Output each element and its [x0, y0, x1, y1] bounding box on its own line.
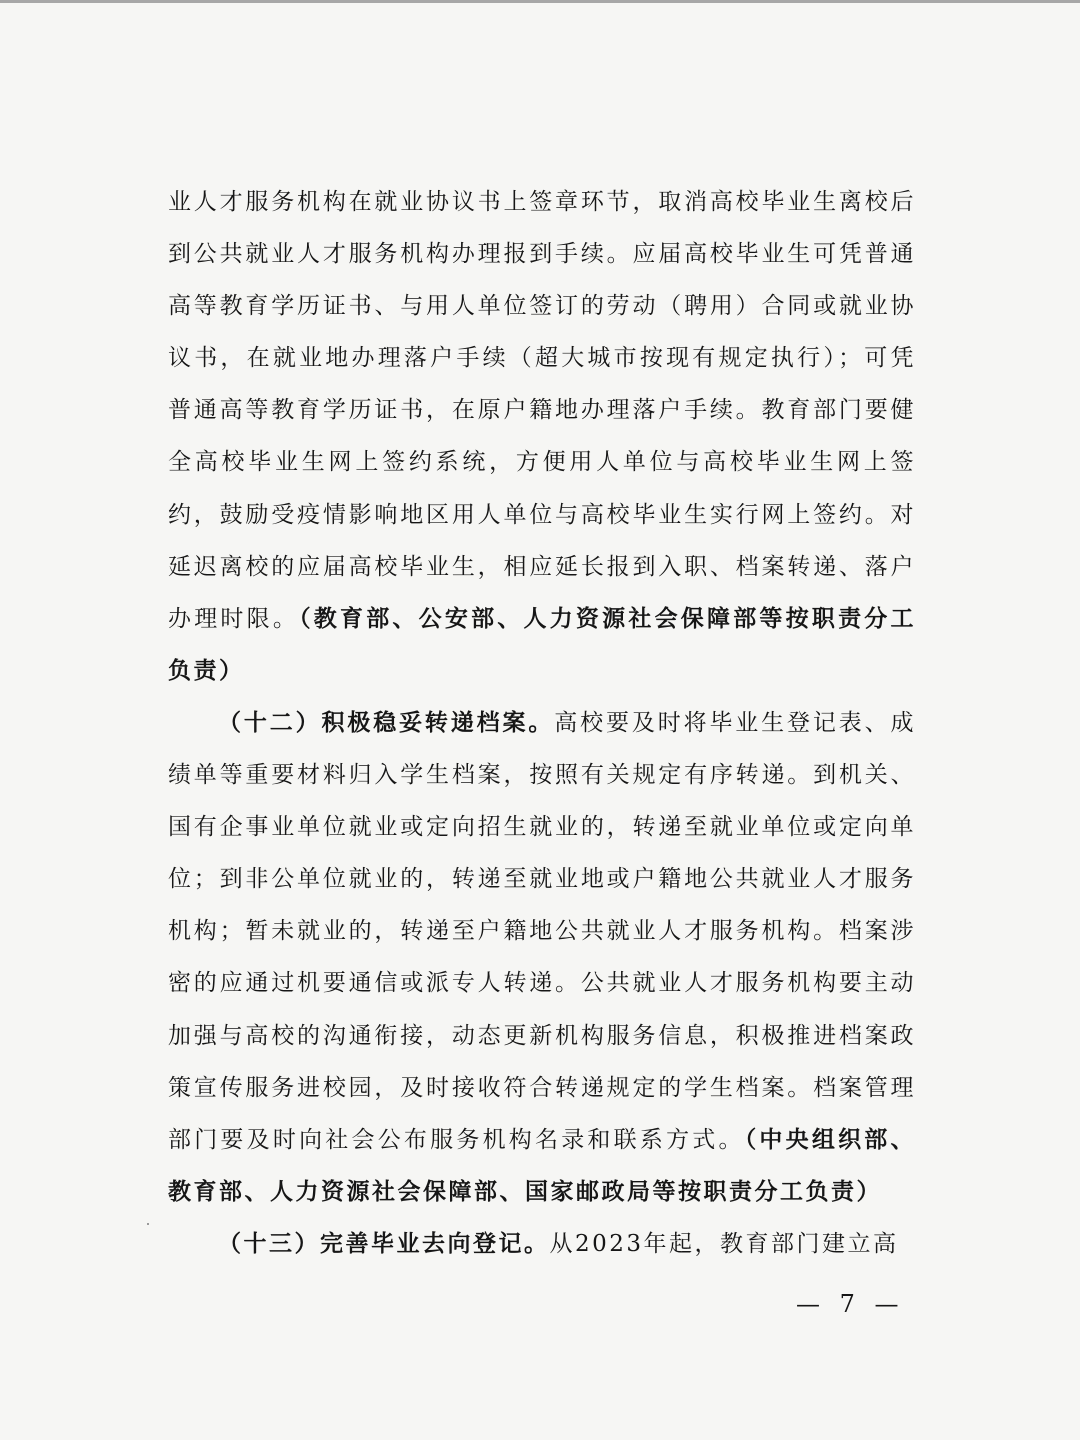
section-heading: （十二）积极稳妥转递档案。: [218, 708, 555, 736]
paragraph-item-12: [168, 697, 916, 1218]
section-heading: （十三）完善毕业去向登记。: [218, 1229, 550, 1257]
scan-top-edge: [0, 0, 1080, 3]
paragraph-continuation: [168, 176, 916, 697]
paragraph-item-13: [168, 1218, 916, 1270]
paragraph-text: 业人才服务机构在就业协议书上签章环节，取消高校毕业生离校后到公共就业人才服务机构办理报到手续。应届高校毕业生可凭普通高等教育学历证书、与用人单位签订的劳动（聘用）合同或就业协议书，在就业地办理落户手续（超大城市按现有规定执行）；可凭普通高等教育学历证书，在原户籍地办理落户手续。教育部门要健全高校毕业生网上签约系统，方便用人单位与高校毕业生网上签约，鼓励受疫情影响地区用人单位与高校毕业生实行网上签约。对延迟离校的应届高校毕业生，相应延长报到入职、档案转递、落户办理时限。: [168, 189, 916, 632]
scan-speck: [147, 1223, 149, 1225]
paragraph-text: 高校要及时将毕业生登记表、成绩单等重要材料归入学生档案，按照有关规定有序转递。到机关、国有企事业单位就业或定向招生就业的，转递至就业单位或定向单位；到非公单位就业的，转递至就业地或户籍地公共就业人才服务机构；暂未就业的，转递至户籍地公共就业人才服务机构。档案涉密的应通过机要通信或派专人转递。公共就业人才服务机构要主动加强与高校的沟通衔接，动态更新机构服务信息，积极推进档案政策宣传服务进校园，及时接收符合转递规定的学生档案。档案管理部门要及时向社会公布服务机构名录和联系方式。: [168, 709, 917, 1153]
paragraph-text: 从2023年起，教育部门建立高: [549, 1230, 899, 1257]
responsibility-note: （中央组织部、教育部、人力资源社会保障部、国家邮政局等按职责分工负责）: [168, 1125, 917, 1205]
responsibility-note: （教育部、公安部、人力资源社会保障部等按职责分工负责）: [168, 604, 917, 684]
document-body: [168, 176, 916, 1270]
page-number: — 7 —: [796, 1290, 905, 1318]
